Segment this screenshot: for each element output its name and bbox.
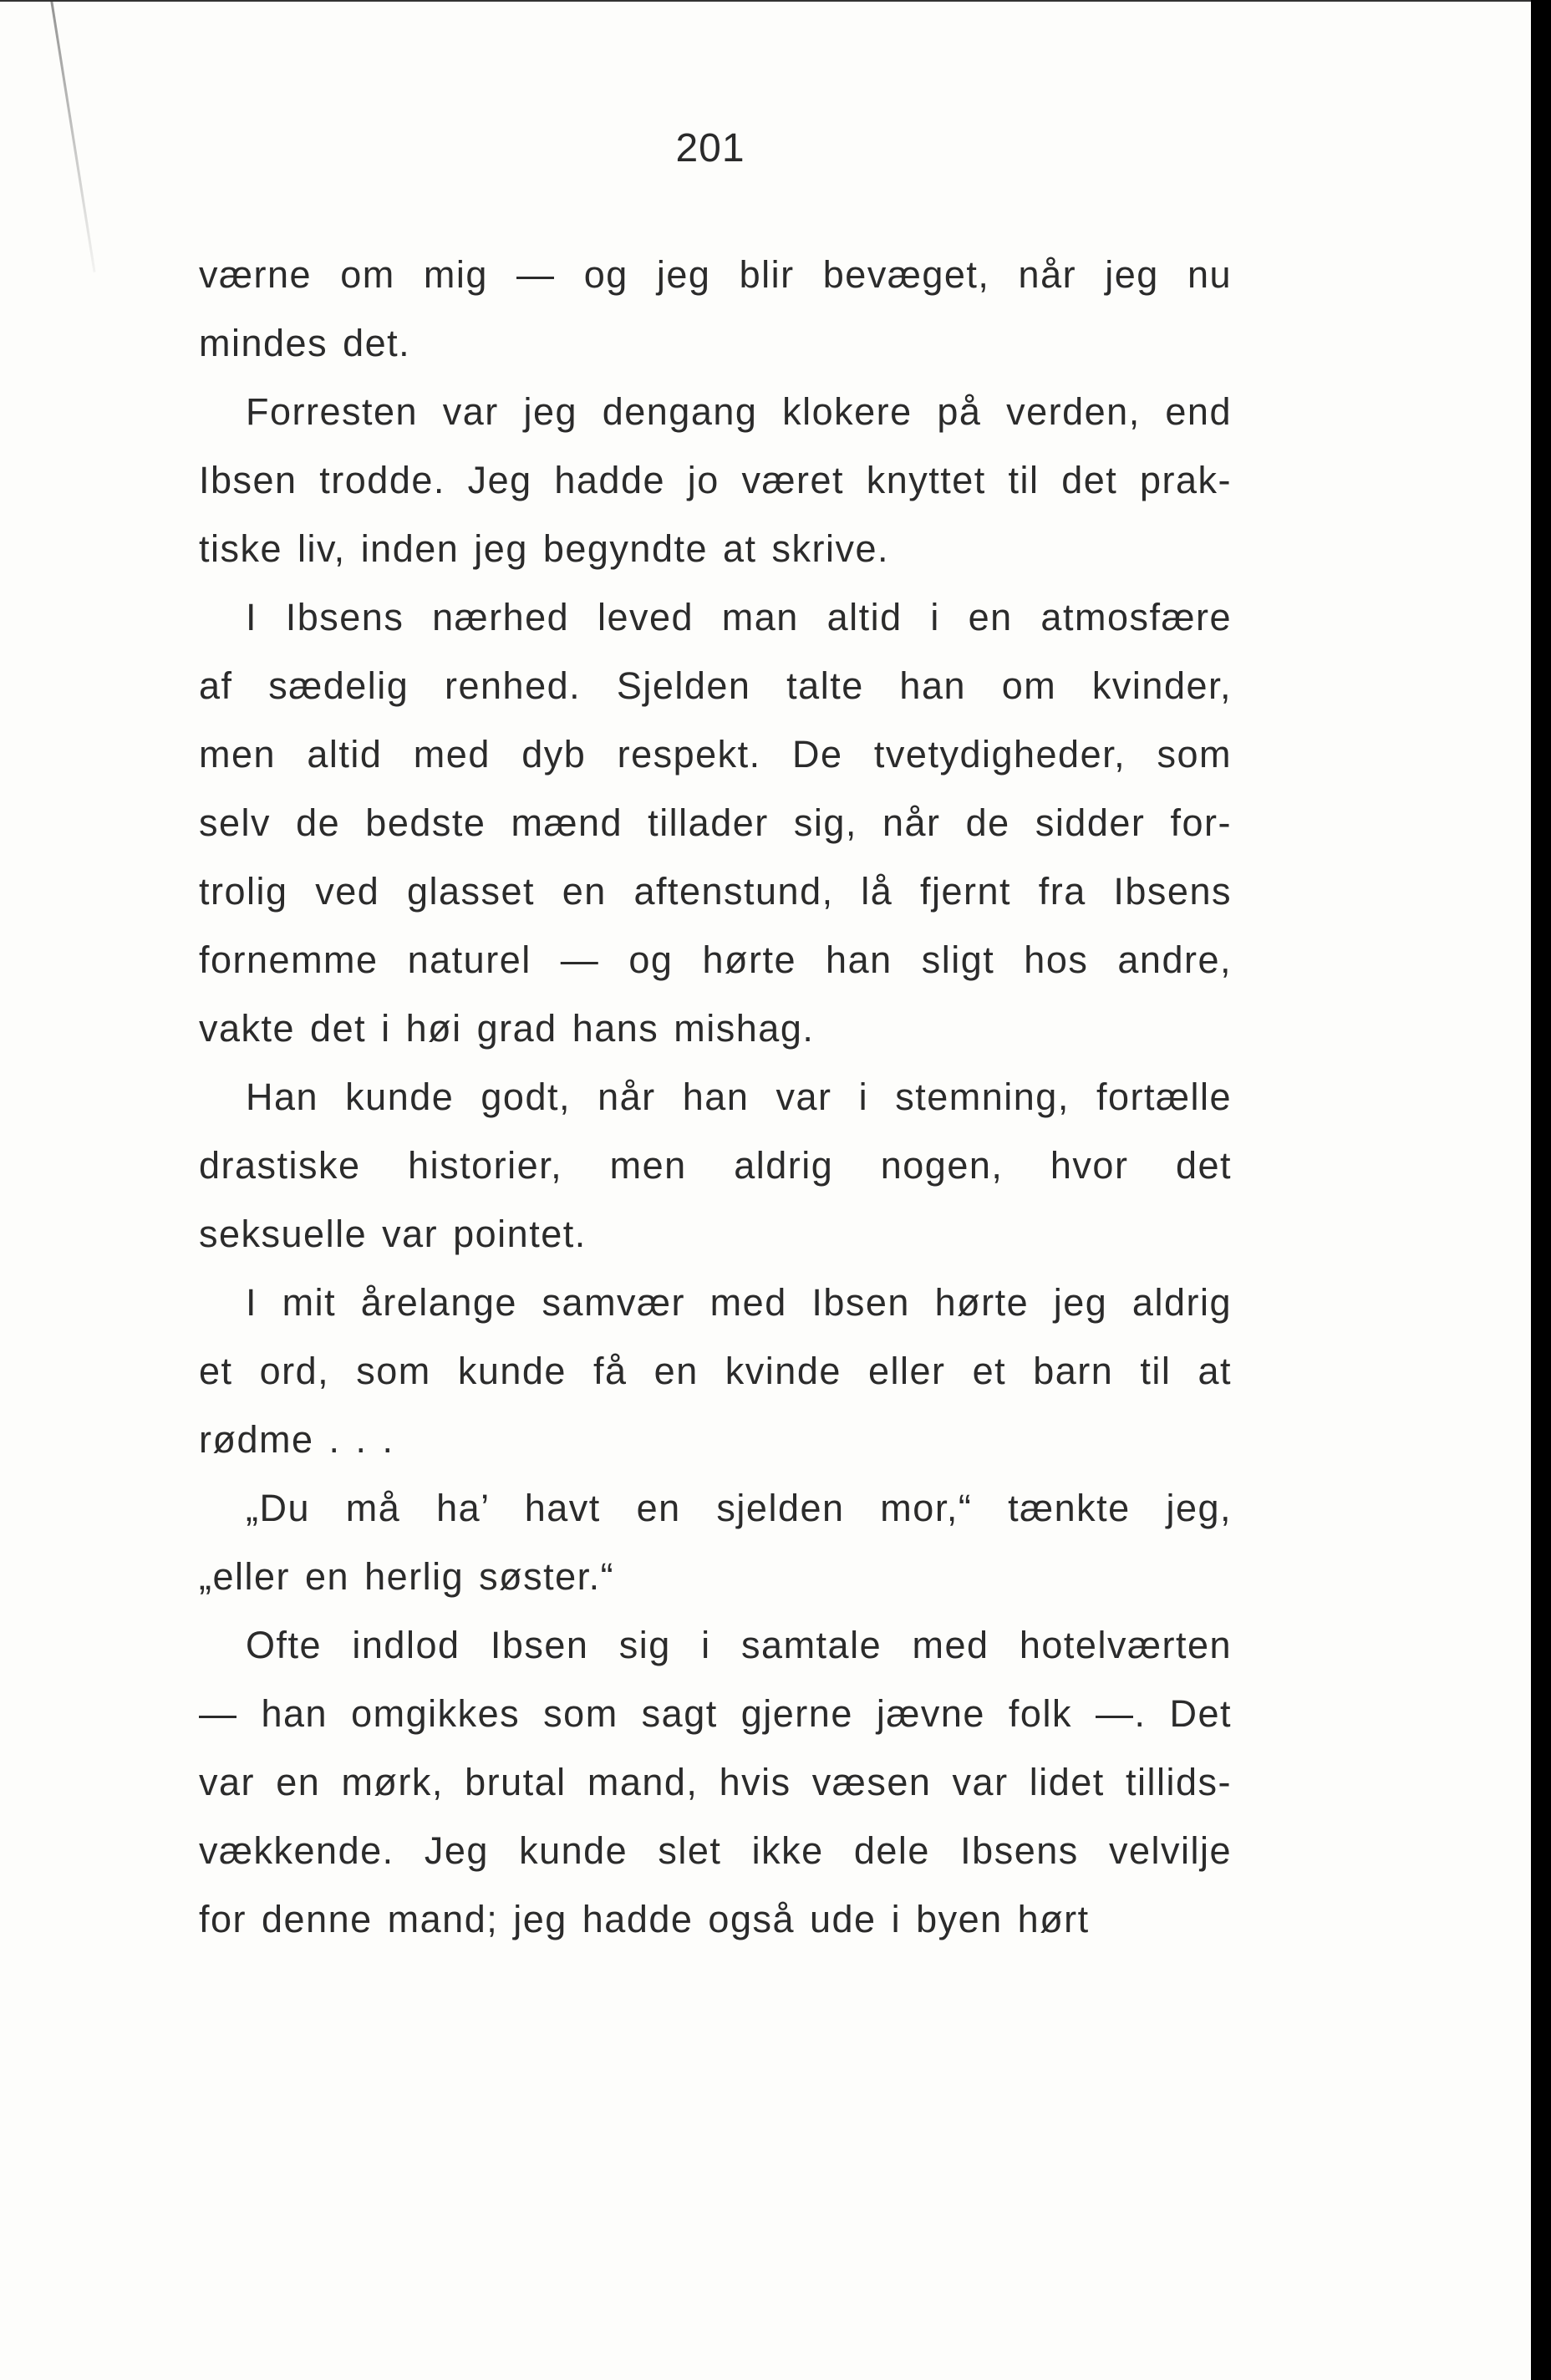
text-line: fornemme naturel — og hørte han sligt hos andre,: [199, 938, 1232, 981]
text-line: men altid med dyb respekt. De tvetydigheder, som: [199, 733, 1232, 776]
text-line: tiske liv, inden jeg begyndte at skrive.: [199, 527, 890, 570]
paragraph: [199, 1611, 1232, 1954]
text-line: værne om mig — og jeg blir bevæget, når jeg nu: [199, 253, 1232, 296]
text-line: trolig ved glasset en aftenstund, lå fjernt fra Ibsens: [199, 870, 1232, 913]
paragraph: [199, 1269, 1232, 1474]
paragraph: [199, 583, 1232, 1063]
text-line: Han kunde godt, når han var i stemning, fortælle: [246, 1076, 1232, 1118]
text-line: et ord, som kunde få en kvinde eller et barn til at: [199, 1350, 1232, 1392]
text-line: mindes det.: [199, 322, 411, 364]
page-number: 201: [675, 126, 745, 170]
text-line: seksuelle var pointet.: [199, 1213, 587, 1255]
body-text: [199, 241, 1232, 1954]
scan-border: [1531, 0, 1551, 2380]
text-line: rødme . . .: [199, 1418, 394, 1461]
paragraph: [199, 1474, 1232, 1611]
text-line: vækkende. Jeg kunde slet ikke dele Ibsens velvilje: [199, 1829, 1232, 1872]
text-line: for denne mand; jeg hadde også ude i byen hørt: [199, 1898, 1090, 1940]
text-line: Ibsen trodde. Jeg hadde jo været knyttet til det prak-: [199, 459, 1232, 501]
text-line: af sædelig renhed. Sjelden talte han om kvinder,: [199, 664, 1232, 707]
text-line: selv de bedste mænd tillader sig, når de sidder for-: [199, 801, 1232, 844]
text-line: I Ibsens nærhed leved man altid i en atmosfære: [246, 596, 1232, 638]
paragraph: [199, 378, 1232, 583]
paragraph: [199, 1063, 1232, 1269]
text-line: I mit årelange samvær med Ibsen hørte jeg aldrig: [246, 1281, 1232, 1324]
text-line: Ofte indlod Ibsen sig i samtale med hotelværten: [246, 1624, 1232, 1666]
text-line: vakte det i høi grad hans mishag.: [199, 1007, 815, 1050]
text-line: — han omgikkes som sagt gjerne jævne folk —. Det: [199, 1692, 1232, 1735]
text-line: „eller en herlig søster.“: [199, 1555, 615, 1598]
paragraph: [199, 241, 1232, 378]
text-line: drastiske historier, men aldrig nogen, hvor det: [199, 1144, 1232, 1187]
text-line: Forresten var jeg dengang klokere på verden, end: [246, 390, 1232, 433]
text-line: „Du må ha’ havt en sjelden mor,“ tænkte jeg,: [246, 1487, 1232, 1529]
text-line: var en mørk, brutal mand, hvis væsen var lidet tillids-: [199, 1761, 1232, 1803]
